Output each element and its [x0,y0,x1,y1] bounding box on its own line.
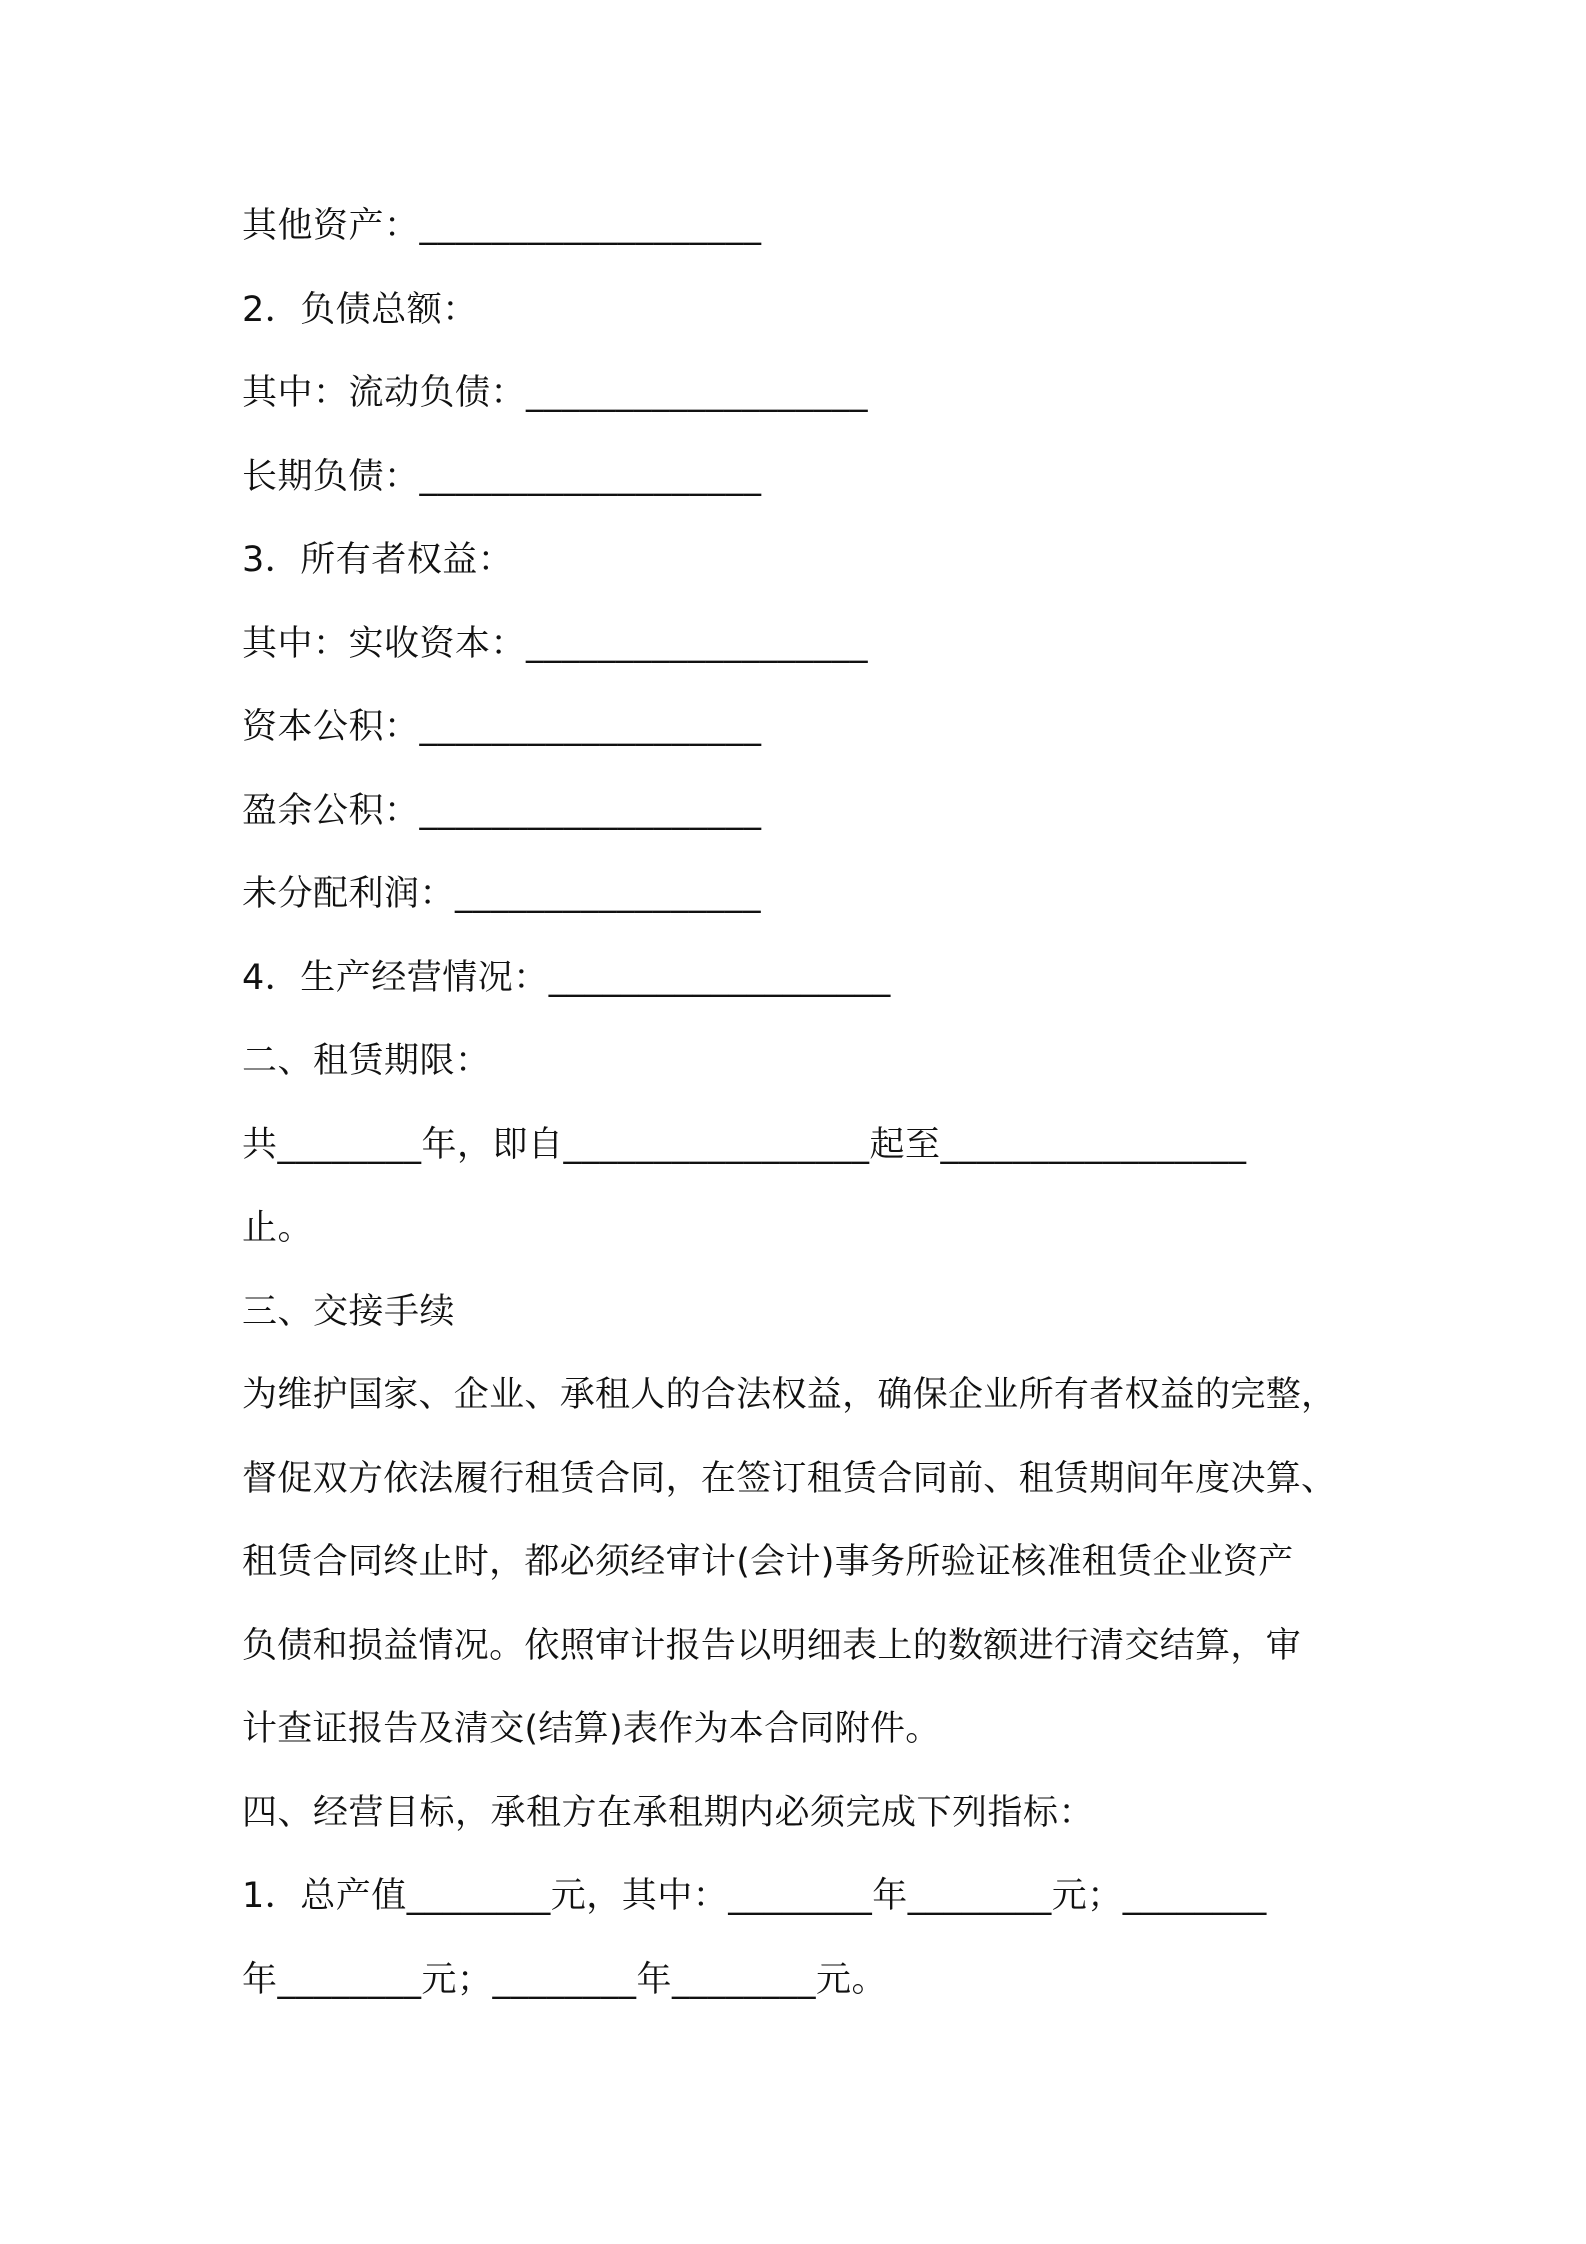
surplus-reserve-line: 盈余公积：___________________ [242,790,762,831]
handover-paragraph-line: 为维护国家、企业、承租人的合法权益，确保企业所有者权益的完整， [242,1375,1337,1415]
total-liabilities-heading: 2．负债总额： [242,289,478,330]
handover-paragraph-line: 租赁合同终止时，都必须经审计(会计)事务所验证核准租赁企业资产 [242,1542,1294,1582]
current-liabilities-line: 其中：流动负债：___________________ [242,373,869,413]
capital-reserve-line: 资本公积：___________________ [242,707,762,747]
paid-in-capital-line: 其中：实收资本：___________________ [242,623,869,664]
business-targets-heading: 四、经营目标，承租方在承租期内必须完成下列指标： [242,1792,1095,1833]
undistributed-profit-line: 未分配利润：_________________ [242,874,762,914]
handover-paragraph-line: 督促双方依法履行租赁合同，在签订租赁合同前、租赁期间年度决算、 [242,1458,1337,1499]
handover-heading: 三、交接手续 [242,1291,456,1332]
lease-term-line-end: 止。 [242,1208,314,1248]
lease-term-line: 共________年，即自_________________起至_________________ [242,1124,1247,1165]
handover-paragraph-line: 计查证报告及清交(结算)表作为本合同附件。 [242,1709,941,1749]
long-term-liabilities-line: 长期负债：___________________ [242,456,762,497]
owners-equity-heading: 3．所有者权益： [242,540,514,580]
handover-paragraph [242,1365,1352,1783]
lease-term-heading: 二、租赁期限： [242,1041,491,1081]
other-assets-line: 其他资产：___________________ [242,206,762,246]
total-output-line: 1．总产值________元，其中：________年________元；________ [242,1876,1267,1916]
operations-status-line: 4．生产经营情况：___________________ [242,957,891,998]
total-output-line-end: 年________元；________年________元。 [242,1959,888,2000]
document-body [242,196,1352,2033]
handover-paragraph-line: 负债和损益情况。依照审计报告以明细表上的数额进行清交结算，审 [242,1625,1302,1666]
